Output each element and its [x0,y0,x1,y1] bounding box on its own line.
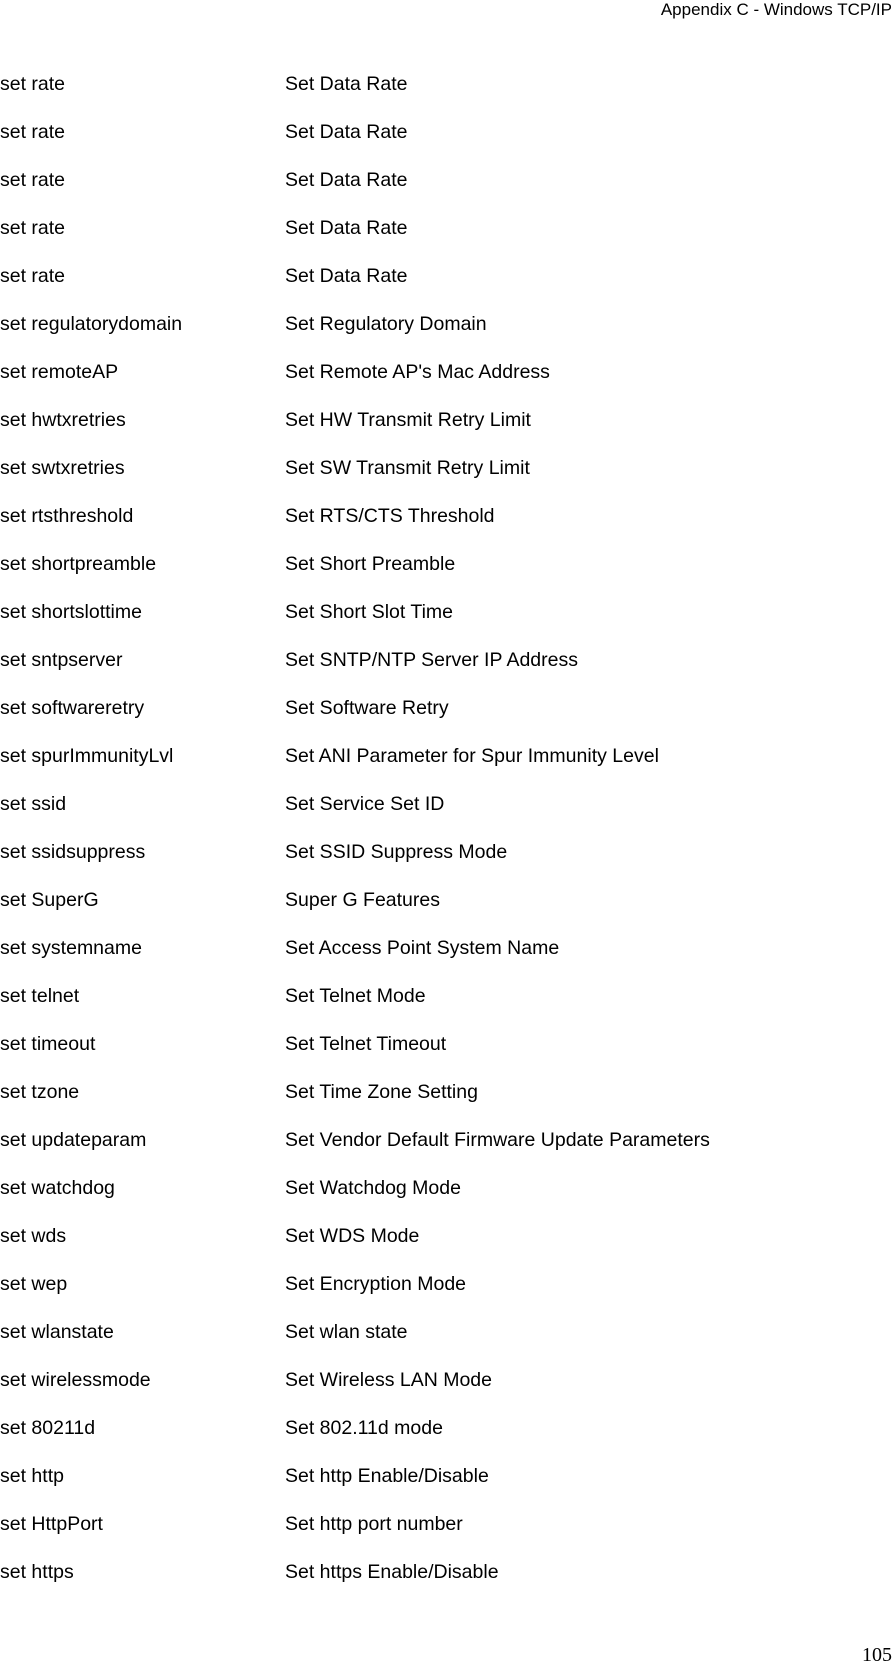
command-row [0,888,892,928]
command-name: set wlanstate [0,1321,114,1343]
command-name: set sntpserver [0,649,123,671]
command-row [0,1272,892,1312]
command-description: Set Encryption Mode [285,1273,467,1295]
command-row [0,1512,892,1552]
command-name: set hwtxretries [0,409,126,431]
command-description: Set ANI Parameter for Spur Immunity Level [285,745,659,767]
command-row [0,744,892,784]
command-row [0,1176,892,1216]
command-description: Set SSID Suppress Mode [285,841,508,863]
command-description: Set Short Preamble [285,553,456,575]
command-row [0,1368,892,1408]
command-name: set rate [0,169,66,191]
command-row [0,600,892,640]
command-name: set SuperG [0,889,99,911]
command-name: set wirelessmode [0,1369,151,1391]
command-description: Set RTS/CTS Threshold [285,505,495,527]
command-name: set rate [0,73,66,95]
command-name: set timeout [0,1033,96,1055]
command-description: Set SNTP/NTP Server IP Address [285,649,578,671]
command-name: set updateparam [0,1129,147,1151]
command-description: Set Time Zone Setting [285,1081,478,1103]
page-number: 105 [862,1644,892,1666]
command-description: Set http port number [285,1513,463,1535]
command-row [0,696,892,736]
command-description: Set Watchdog Mode [285,1177,461,1199]
command-name: set rate [0,265,66,287]
command-description: Set Short Slot Time [285,601,453,623]
command-name: set https [0,1561,74,1583]
command-description: Set Data Rate [285,217,408,239]
command-name: set tzone [0,1081,80,1103]
command-description: Set Remote AP's Mac Address [285,361,550,383]
command-row [0,792,892,832]
command-row [0,408,892,448]
command-name: set wds [0,1225,67,1247]
command-row [0,168,892,208]
command-name: set rate [0,217,66,239]
command-description: Set Wireless LAN Mode [285,1369,492,1391]
command-name: set HttpPort [0,1513,103,1535]
command-description: Set Access Point System Name [285,937,560,959]
command-name: set rtsthreshold [0,505,134,527]
command-name: set shortpreamble [0,553,157,575]
command-name: set regulatorydomain [0,313,183,335]
command-row [0,1560,892,1600]
command-row [0,1464,892,1504]
command-description: Set WDS Mode [285,1225,420,1247]
command-row [0,936,892,976]
command-name: set 80211d [0,1417,96,1439]
command-row [0,648,892,688]
command-description: Set Telnet Mode [285,985,426,1007]
command-row [0,216,892,256]
command-description: Set Data Rate [285,265,408,287]
command-row [0,72,892,112]
command-row [0,1080,892,1120]
command-row [0,264,892,304]
command-description: Set wlan state [285,1321,408,1343]
command-description: Set Data Rate [285,73,408,95]
command-row [0,456,892,496]
command-name: set swtxretries [0,457,125,479]
command-name: set rate [0,121,66,143]
command-name: set systemname [0,937,142,959]
command-row [0,360,892,400]
command-row [0,552,892,592]
command-description: Set Regulatory Domain [285,313,487,335]
command-row [0,1032,892,1072]
command-description: Set https Enable/Disable [285,1561,499,1583]
command-row [0,1224,892,1264]
command-row [0,1128,892,1168]
command-row [0,984,892,1024]
command-row [0,1416,892,1456]
command-description: Set Vendor Default Firmware Update Parameters [285,1129,710,1151]
command-name: set telnet [0,985,80,1007]
command-name: set spurImmunityLvl [0,745,174,767]
command-description: Set Service Set ID [285,793,445,815]
command-description: Set SW Transmit Retry Limit [285,457,530,479]
command-name: set softwareretry [0,697,145,719]
command-description: Set Data Rate [285,169,408,191]
command-name: set shortslottime [0,601,142,623]
command-row [0,1320,892,1360]
command-row [0,504,892,544]
command-name: set http [0,1465,64,1487]
command-name: set remoteAP [0,361,119,383]
command-description: Set Telnet Timeout [285,1033,447,1055]
command-name: set watchdog [0,1177,115,1199]
command-row [0,312,892,352]
command-row [0,120,892,160]
command-name: set ssidsuppress [0,841,146,863]
command-description: Set HW Transmit Retry Limit [285,409,531,431]
command-row [0,840,892,880]
command-description: Super G Features [285,889,440,911]
command-description: Set 802.11d mode [285,1417,443,1439]
command-name: set wep [0,1273,68,1295]
command-name: set ssid [0,793,67,815]
page-header: Appendix C - Windows TCP/IP [660,0,892,19]
command-description: Set Data Rate [285,121,408,143]
command-description: Set http Enable/Disable [285,1465,489,1487]
command-description: Set Software Retry [285,697,449,719]
